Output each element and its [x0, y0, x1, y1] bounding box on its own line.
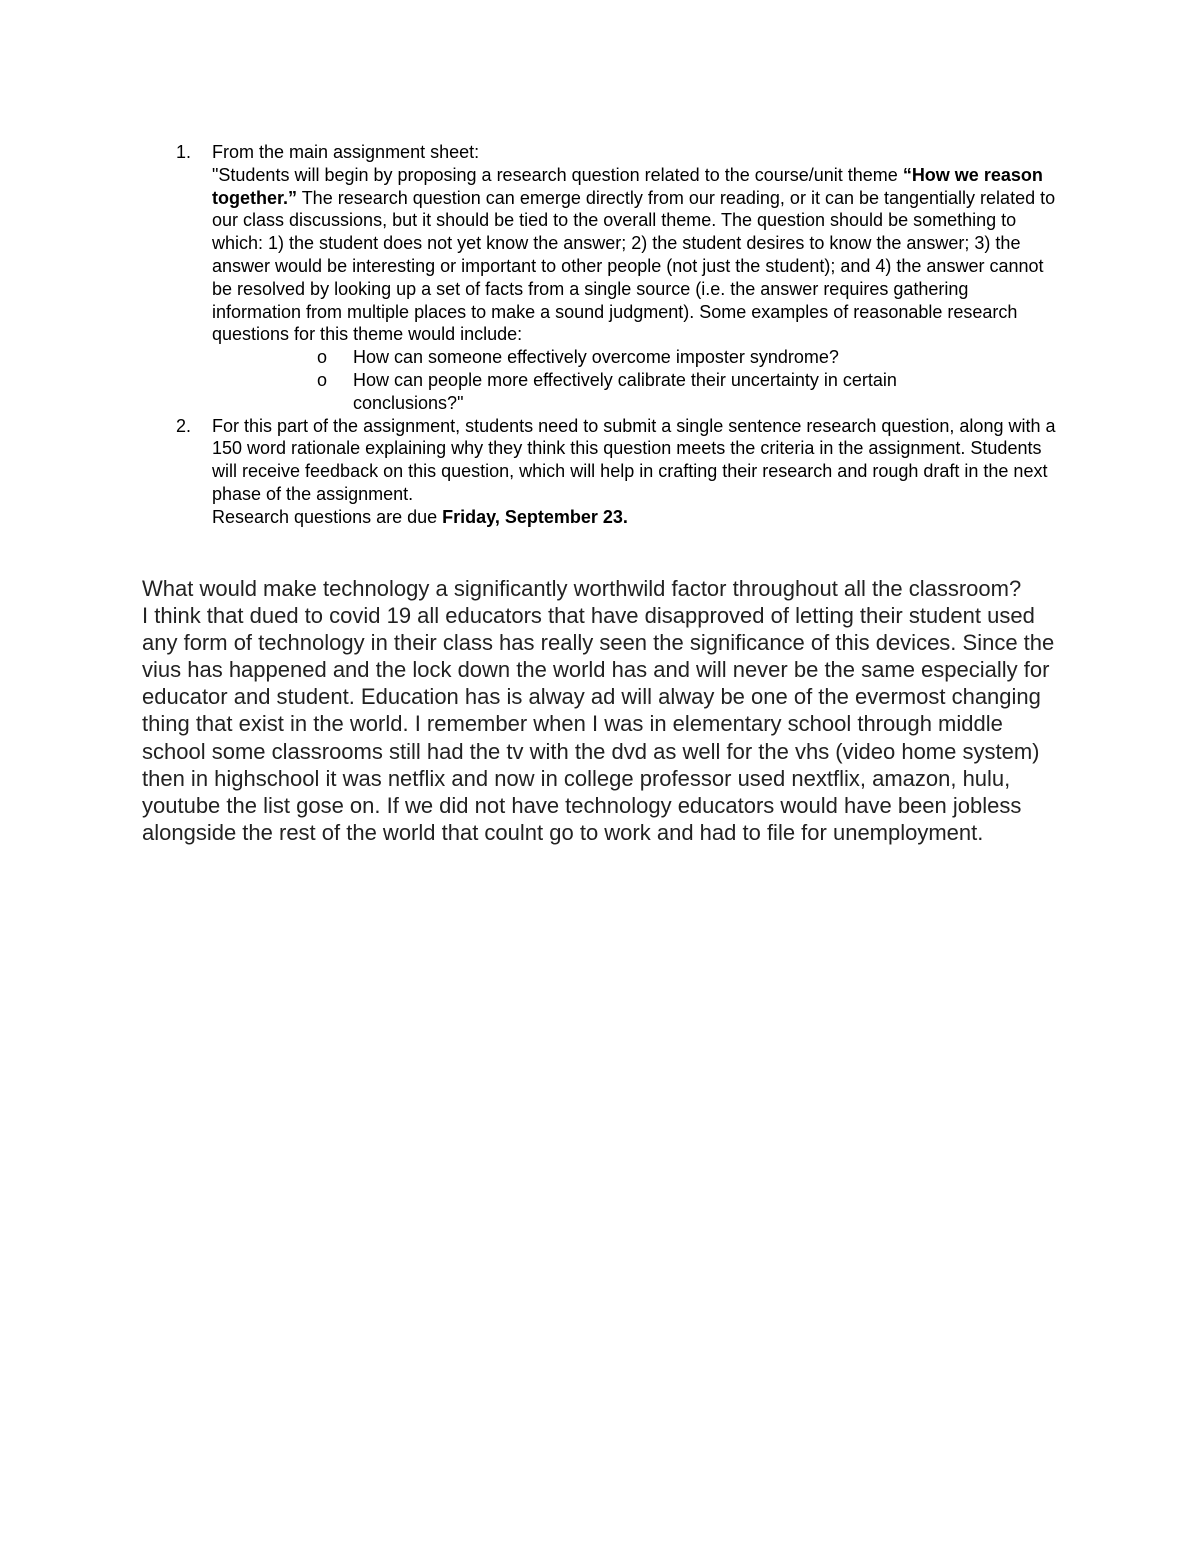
example-questions-list — [212, 346, 1062, 414]
example-question-text: How can someone effectively overcome imposter syndrome? — [353, 347, 839, 368]
due-date-line — [212, 506, 1062, 529]
due-prefix: Research questions are due — [212, 506, 443, 527]
list-item-1 — [0, 141, 1062, 415]
example-question-text: How can people more effectively calibrate their uncertainty in certain conclusions?" — [353, 369, 897, 413]
example-question-2 — [212, 369, 973, 415]
item-1-intro: From the main assignment sheet: — [212, 142, 480, 162]
list-number-1: 1. — [176, 142, 192, 162]
assignment-instructions — [0, 141, 1200, 529]
quote-part-2: The research question can emerge directly from our reading, or it can be tangentially related to our class discussions, but it should be tied to the overall theme. The question should be something to which: 1) the student does not yet know the answer; 2) the student desires to know the answer; 3) the answer would be interesting or important to other people (not just the student); and 4) the answer cannot be resolved by looking up a set of facts from a single source (i.e. the answer requires gathering information from multiple places to make a sound judgment). Some examples of reasonable research questions for this theme would include: — [212, 187, 1056, 345]
quote-part-1: "Students will begin by proposing a research question related to the course/unit theme — [212, 164, 903, 185]
research-question: What would make technology a significantly worthwild factor throughout all the classroom? — [142, 576, 1022, 601]
due-date: Friday, September 23. — [442, 506, 628, 527]
course-theme: “How we reason together.” — [212, 164, 1043, 208]
item-1-quote — [212, 164, 1062, 346]
example-question-1 — [212, 346, 973, 369]
bullet-marker: o — [317, 347, 328, 368]
student-response — [142, 575, 1062, 846]
rationale-paragraph: I think that dued to covid 19 all educators that have disapproved of letting their student used any form of technology in their class has really seen the significance of this devices. Since the vius has happened and the lock down the world has and will never be the same especially for educator and student. Education has is alway ad will alway be one of the evermost changing thing that exist in the world. I remember when I was in elementary school through middle school some classrooms still had the tv with the dvd as well for the vhs (video home system) then in highschool it was netflix and now in college professor used nextflix, amazon, hulu, youtube the list gose on. If we did not have technology educators would have been jobless alongside the rest of the world that coulnt go to work and had to file for unemployment. — [142, 603, 1055, 845]
list-item-2 — [0, 415, 1062, 529]
list-number-2: 2. — [176, 415, 192, 436]
bullet-marker: o — [317, 369, 328, 390]
item-2-text: For this part of the assignment, students need to submit a single sentence research question, along with a 150 word rationale explaining why they think this question meets the criteria in the assignment. Students will receive feedback on this question, which will help in crafting their research and rough draft in the next phase of the assignment. — [212, 415, 1056, 504]
